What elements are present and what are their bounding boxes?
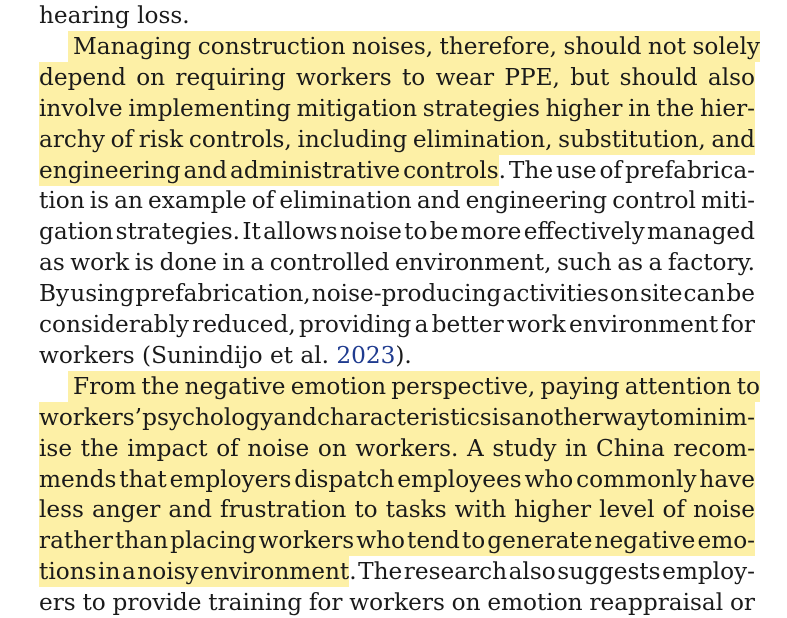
text-line xyxy=(39,556,755,587)
text-line xyxy=(39,309,755,340)
text-line xyxy=(39,124,755,155)
citation-link[interactable]: 2023 xyxy=(336,341,396,369)
text-content: . The research also suggests employ- xyxy=(349,558,755,586)
text-content: From the negative emotion perspective, paying attention to xyxy=(73,372,760,400)
text-content: archy of risk controls, including elimination, substitution, and xyxy=(39,125,755,153)
text-content: ise the impact of noise on workers. A study in China recom- xyxy=(39,434,755,462)
text-content: gation strategies. It allows noise to be more effectively managed xyxy=(39,218,755,246)
text-line xyxy=(39,155,755,186)
text-content: depend on requiring workers to wear PPE, but should also xyxy=(39,63,755,91)
text-line xyxy=(39,0,755,31)
text-line xyxy=(39,340,755,371)
text-line xyxy=(39,402,755,433)
text-line xyxy=(39,247,755,278)
text-line xyxy=(39,587,755,618)
text-line xyxy=(39,62,755,93)
text-line xyxy=(68,371,760,402)
text-content: involve implementing mitigation strategies higher in the hier- xyxy=(39,94,755,122)
text-content: as work is done in a controlled environment, such as a factory. xyxy=(39,249,755,277)
text-line xyxy=(39,216,755,247)
text-content: tion is an example of elimination and engineering control miti- xyxy=(39,187,755,215)
text-content: workers (Sunindijo et al. xyxy=(39,341,337,369)
text-content: ). xyxy=(395,341,412,369)
text-line xyxy=(39,278,755,309)
text-content: By using prefabrication, noise-producing activities on site can be xyxy=(39,280,755,308)
text-line xyxy=(39,433,755,464)
highlighted-text-content: engineering and administrative controls xyxy=(39,156,499,184)
text-content: hearing loss. xyxy=(39,2,190,29)
text-content: . The use of prefabrica- xyxy=(498,156,755,184)
text-line xyxy=(39,185,755,216)
text-content: Managing construction noises, therefore, should not solely xyxy=(73,32,760,60)
highlighted-text xyxy=(39,155,499,186)
text-content: rather than placing workers who tend to generate negative emo- xyxy=(39,527,755,555)
text-line xyxy=(68,31,760,62)
text-content: mends that employers dispatch employees who commonly have xyxy=(39,465,755,493)
text-content: workers’ psychology and characteristics is another way to minim- xyxy=(39,403,755,431)
text-line xyxy=(39,93,755,124)
highlighted-text-content: tions in a noisy environment xyxy=(39,558,350,586)
text-line xyxy=(39,525,755,556)
text-line xyxy=(39,494,755,525)
highlighted-text xyxy=(39,556,349,587)
text-content: ers to provide training for workers on emotion reappraisal or xyxy=(39,589,755,617)
text-content: considerably reduced, providing a better work environment for xyxy=(39,311,755,338)
text-line xyxy=(39,464,755,495)
text-content: less anger and frustration to tasks with higher level of noise xyxy=(39,496,755,524)
